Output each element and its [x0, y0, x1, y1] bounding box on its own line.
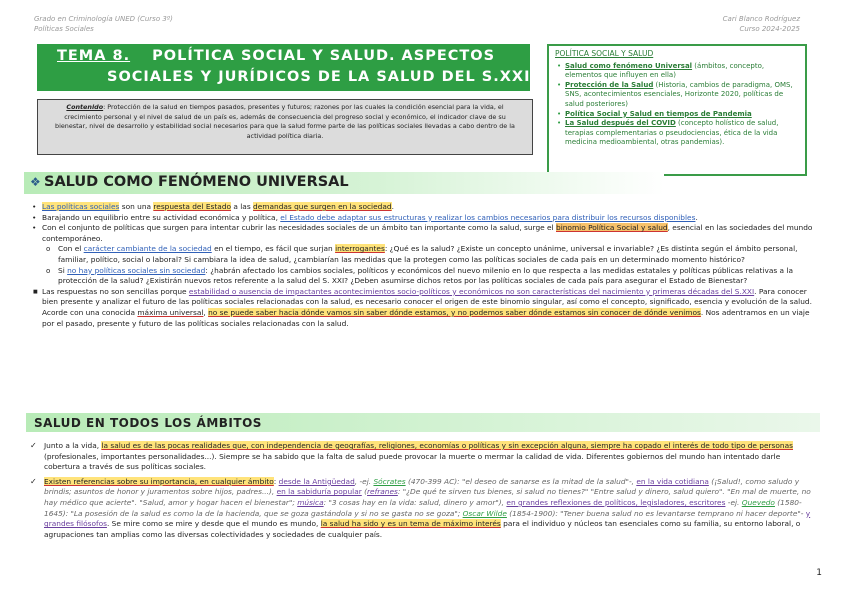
text-run: (: [361, 487, 368, 497]
text-run: :: [273, 476, 279, 486]
title-banner: [37, 44, 530, 91]
highlight-text: Existen referencias sobre su importancia, en cualquier ámbito: [44, 476, 274, 486]
text-run: : "¿De qué te sirven tus bienes, si salud no tienes?" "Entre salud y dinero, salud quiero". "En mal de muerte, no hay médico que acierte". "Salud, amor y hogar hacen el bienestar";: [44, 487, 811, 507]
underlined-text: música: [297, 497, 324, 507]
text-run: a las: [231, 202, 254, 211]
section-body-universal: [30, 202, 818, 329]
section-heading-ambitos: [26, 413, 820, 432]
text-run: Si: [58, 265, 68, 275]
text-run: (470-399 AC): "el deseo de sanarse es la mitad de la salud"-,: [405, 476, 637, 486]
underlined-text: estabilidad o ausencia de impactantes acontecimientos socio-políticos y económicos no son características del nacimiento y primeras décadas del S.XXI: [188, 286, 755, 296]
outline-item-name: Salud como fenómeno Universal: [565, 61, 693, 70]
outline-item-detail: (concepto holístico de salud, terapias complementarias o pseudociencias, ética de la vida medicina medioambiental, otras pandemias).: [565, 119, 779, 147]
text-run: Junto a la vida,: [44, 441, 102, 450]
text-run: : ¿habrán afectado los cambios sociales, políticos y económicos del nuevo milenio en lo que respecta a las medidas estatales y políticas públicas relativas a la protección de la salud? ¿Existirán nuevos retos referente a la salud del S. XXI? ¿Deben asumirse dichos retos por las políticas sociales de cada país para asegurar el Estado de Bienestar?: [58, 265, 794, 286]
page-number: 1: [816, 568, 822, 578]
underlined-text: Quevedo: [741, 497, 775, 507]
text-run: (¡Salud!, como saludo y brindis; asuntos de honor y juramentos sobre hijos, padres...),: [44, 476, 800, 497]
outline-item-name: Política Social y Salud en tiempos de Pandemia: [565, 109, 752, 118]
underlined-text: no hay políticas sociales sin sociedad: [67, 265, 206, 275]
content-label: Contenido: [66, 103, 104, 111]
subject-line: Políticas Sociales: [34, 25, 94, 33]
underlined-text: desde la Antigüedad: [278, 476, 355, 486]
highlight-text: demandas que surgen en la sociedad: [253, 202, 392, 211]
check-item: [30, 477, 818, 541]
outline-item: [565, 110, 799, 120]
text-run: , -ej.: [354, 476, 374, 486]
highlight-text: binomio Política Social y salud: [556, 223, 668, 233]
underlined-text: el Estado debe adaptar sus estructuras y realizar los cambios necesarios para distribuir los recursos disponibles: [280, 212, 696, 222]
highlight-text: respuesta del Estado: [153, 202, 232, 211]
content-text: : Protección de la salud en tiempos pasados, presentes y futuros; razones por las cuales la condición esencial para la vida, el crecimiento personal y el nivel de salud de un país es, además de consecuencia del progreso social y económico, el indicador clave de su bienestar, nivel de desarrollo y estabilidad social necesarios para que la salud forme parte de las políticas sociales llevadas a cabo dentro de la actividad política diaria.: [55, 103, 515, 140]
highlight-text: no se puede saber hacia dónde vamos sin saber dónde estamos, y no podemos saber dónde estamos sin conocer de dónde venimos: [208, 307, 701, 317]
text-run: (1854-1900): "Tener buena salud no es levantarse temprano ni hacer deporte"-: [506, 508, 806, 518]
highlight-text: la salud: [101, 441, 131, 450]
underlined-text: y grandes filósofos: [44, 508, 811, 529]
bullet-item: [30, 213, 818, 224]
text-run: , esencial en las sociedades del mundo contemporáneo.: [42, 223, 813, 243]
text-run: ,: [203, 307, 209, 317]
outline-title: POLÍTICA SOCIAL Y SALUD: [555, 49, 654, 58]
course-line: Grado en Criminología UNED (Curso 3º): [34, 15, 173, 23]
text-run: (1580-1645): "La posesión de la salud es como la de la hacienda, que se goza gastándola y si no se gasta no se goza";: [44, 497, 802, 518]
outline-item: [565, 119, 799, 148]
title-line-2: SOCIALES Y JURÍDICOS DE LA SALUD DEL S.XXI: [107, 69, 531, 85]
section-title: SALUD COMO FENÓMENO UNIVERSAL: [44, 174, 349, 190]
text-run: para el individuo y núcleos tan esenciales como su familia, su entorno laboral, o agrupaciones tan amplias como las diversas colectividades y sociedades de cualquier país.: [44, 519, 801, 539]
title-line-1: [57, 48, 495, 64]
square-bullet-item: [30, 287, 818, 329]
text-run: .: [695, 212, 698, 222]
underlined-text: refranes: [367, 487, 398, 497]
text-run: : "3 cosas hay en la vida: salud, dinero y amor"),: [323, 497, 507, 507]
underlined-text: Oscar Wilde: [462, 508, 507, 518]
text-run: Con el: [58, 244, 84, 254]
outline-item-detail: (Historia, cambios de paradigma, OMS, SNS, acontecimientos esenciales, Horizonte 2020, políticas de salud posteriores): [565, 80, 793, 108]
highlight-text: interrogantes: [335, 244, 385, 254]
text-run: -ej.: [725, 497, 742, 507]
highlight-text: es de las pocas realidades que, con independencia de geografías, religiones, economías o políticas y sin excepción alguna, siempre ha copado el interés de todo tipo de personas: [130, 441, 793, 450]
sub-bullet-item: [30, 266, 818, 287]
year-line: Curso 2024-2025: [739, 25, 800, 33]
outline-box: [547, 44, 807, 176]
highlight-text: Las políticas sociales: [42, 202, 120, 211]
header-right: [723, 14, 800, 34]
bullet-item: [30, 202, 818, 213]
text-run: : ¿Qué es la salud? ¿Existe un concepto unánime, universal e invariable? ¿Es distinta según el ámbito personal, familiar, político, social o laboral? Si cambiara la idea de salud, ¿cambiarían las medidas que la protegen como las políticas sociales de cada país en un determinado momento histórico?: [58, 244, 798, 264]
outline-item-name: Protección de la Salud: [565, 80, 654, 89]
title-text-1: POLÍTICA SOCIAL Y SALUD. ASPECTOS: [152, 48, 496, 64]
diamond-bullet-icon: ❖: [30, 175, 41, 189]
underlined-text: carácter cambiante de la sociedad: [83, 244, 212, 254]
highlight-text: la salud ha sido y es un tema de máximo interés: [320, 519, 501, 529]
underlined-text: en grandes reflexiones de políticos, legisladores, escritores: [506, 497, 726, 507]
text-run: Las respuestas no son sencillas porque: [42, 286, 189, 296]
sub-bullet-item: [30, 244, 818, 265]
author-line: Cari Blanco Rodríguez: [722, 15, 800, 23]
tema-label: TEMA 8.: [57, 48, 131, 64]
underlined-text: en la sabiduría popular: [276, 487, 362, 497]
bullet-item: [30, 223, 818, 244]
text-run: . Nos adentramos en un viaje por el pasado, presente y futuro de las políticas sociales relacionadas con la salud.: [42, 307, 810, 328]
header-left: [34, 14, 173, 34]
text-run: .: [391, 202, 394, 211]
text-run: (profesionales, importantes personalidades...). Siempre se ha sabido que la falta de salud puede provocar la muerte o mermar la calidad de vida. Diferentes gobiernos del mundo han intentado darle cobertura a través de sus políticas sociales.: [44, 451, 781, 472]
text-run: son una: [119, 202, 154, 211]
section-title: SALUD EN TODOS LOS ÁMBITOS: [34, 416, 262, 430]
section-heading-universal: [24, 172, 664, 194]
text-run: en el tiempo, es fácil que surjan: [211, 244, 336, 254]
outline-item: [565, 62, 799, 81]
outline-list: [555, 62, 799, 148]
outline-item-name: La Salud después del COVID: [565, 119, 676, 128]
outline-item: [565, 81, 799, 110]
section-body-ambitos: [30, 441, 818, 544]
outline-item-detail: (ámbitos, concepto, elementos que influyen en ella): [565, 61, 765, 80]
underlined-text: Sócrates: [373, 476, 406, 486]
content-summary-box: [37, 99, 533, 155]
text-run: . Se mire como se mire y desde que el mundo es mundo,: [106, 519, 321, 529]
check-item: [30, 441, 818, 473]
text-run: Con el conjunto de políticas que surgen para intentar cubrir las necesidades sociales de un ámbito tan importante como la salud, surge el: [42, 223, 556, 233]
text-run: Barajando un equilibrio entre su actividad económica y política,: [42, 212, 281, 222]
underlined-text: máxima universal: [137, 307, 204, 317]
underlined-text: en la vida cotidiana: [636, 476, 709, 486]
text-run: . Para conocer bien presente y analizar el futuro de las políticas sociales relacionadas con la salud, es necesario conocer el origen de este binomio singular, así como el concepto, significado, esencia y evolución de la salud. Acorde con una conocida: [42, 286, 812, 317]
